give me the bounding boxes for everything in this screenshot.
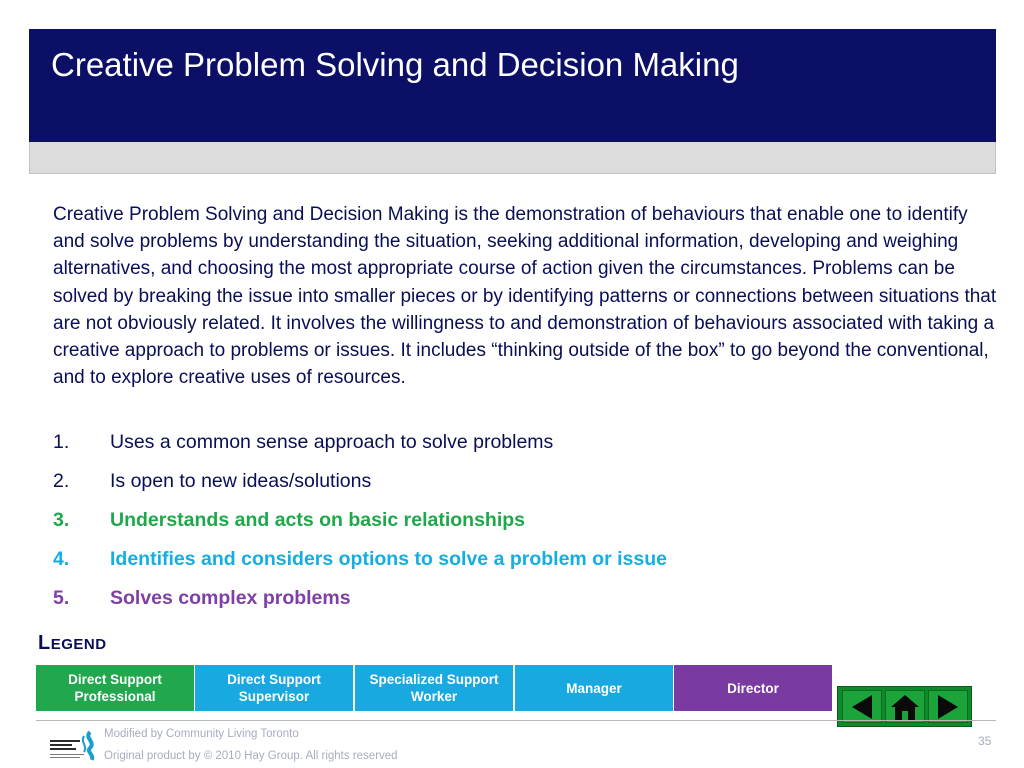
home-icon: [889, 693, 921, 721]
list-text: Uses a common sense approach to solve problems: [110, 431, 554, 453]
footer-divider: [36, 720, 996, 721]
next-arrow-icon: [936, 694, 960, 720]
subtitle-band: [29, 142, 996, 174]
legend-heading: [38, 632, 107, 655]
legend-manager: Manager: [515, 665, 673, 711]
list-number: 5.: [53, 587, 70, 609]
list-text: Understands and acts on basic relationships: [110, 509, 526, 531]
slide-title: Creative Problem Solving and Decision Making: [51, 46, 739, 83]
list-text: Identifies and considers options to solve a problem or issue: [110, 548, 667, 570]
next-button[interactable]: [928, 690, 968, 723]
legend-direct-support-professional: Direct Support Professional: [36, 665, 194, 711]
legend-direct-support-supervisor: Direct Support Supervisor: [195, 665, 353, 711]
list-text: Is open to new ideas/solutions: [110, 470, 372, 492]
community-living-toronto-logo: [48, 728, 100, 764]
footer-copyright: Original product by © 2010 Hay Group. All rights reserved: [104, 750, 398, 762]
list-text: Solves complex problems: [110, 587, 351, 609]
description-paragraph: Creative Problem Solving and Decision Making is the demonstration of behaviours that enable one to identify and solve problems by understanding the situation, seeking additional information, developing and weighing alternatives, and choosing the most appropriate course of action given the circumstances. Problems can be solved by breaking the issue into smaller pieces or by identifying patterns or connections between situations that are not obviously related. It involves the willingness to and demonstration of behaviours associated with taking a creative approach to problems or issues. It includes “thinking outside of the box” to go beyond the conventional, and to explore creative uses of resources.: [53, 204, 997, 389]
home-button[interactable]: [885, 690, 925, 723]
title-band: [29, 29, 996, 142]
list-number: 3.: [53, 509, 70, 531]
legend-specialized-support-worker: Specialized Support Worker: [355, 665, 513, 711]
previous-button[interactable]: [842, 690, 882, 723]
legend-heading-initial: L: [38, 632, 51, 654]
legend-director: Director: [674, 665, 832, 711]
footer-modified: Modified by Community Living Toronto: [104, 728, 299, 740]
legend-heading-rest: EGEND: [50, 636, 107, 653]
page-number: 35: [978, 734, 992, 748]
list-number: 4.: [53, 548, 70, 570]
previous-arrow-icon: [850, 694, 874, 720]
list-number: 1.: [53, 431, 70, 453]
list-number: 2.: [53, 470, 70, 492]
